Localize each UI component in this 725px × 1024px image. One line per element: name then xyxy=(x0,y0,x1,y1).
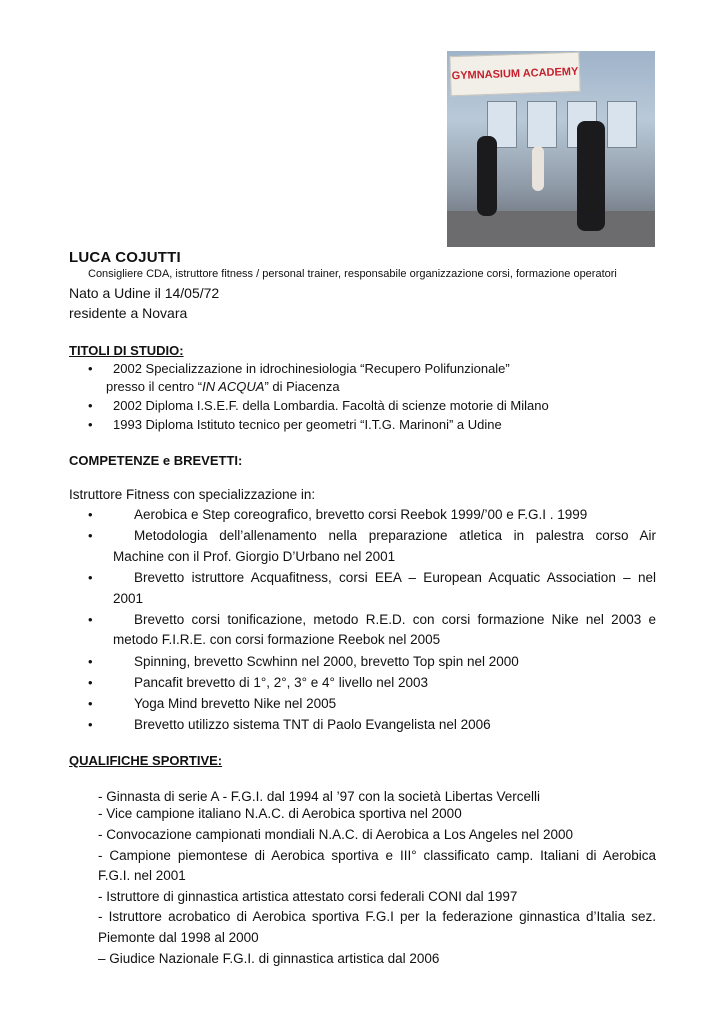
study-item-cont: presso il centro “IN ACQUA” di Piacenza xyxy=(106,379,340,394)
skill-item-cont: 2001 xyxy=(113,591,144,606)
skill-item: Spinning, brevetto Scwhinn nel 2000, brevetto Top spin nel 2000 xyxy=(134,654,519,669)
person-figure xyxy=(577,121,605,231)
skill-item: Metodologia dell’allenamento nella preparazione atletica in palestra corso Air xyxy=(134,528,656,543)
sport-item: - Istruttore di ginnastica artistica attestato corsi federali CONI dal 1997 xyxy=(98,889,518,904)
bullet: • xyxy=(88,361,93,376)
sport-item: - Ginnasta di serie A - F.G.I. dal 1994 al ’97 con la società Libertas Vercelli xyxy=(98,789,540,804)
skill-item: Aerobica e Step coreografico, brevetto corsi Reebok 1999/’00 e F.G.I . 1999 xyxy=(134,507,588,522)
floor xyxy=(447,211,655,247)
sport-item: - Istruttore acrobatico di Aerobica sportiva F.G.I per la federazione ginnastica d’Italia sez. xyxy=(98,909,656,924)
skill-item-cont: Machine con il Prof. Giorgio D’Urbano nel 2001 xyxy=(113,549,396,564)
window xyxy=(607,101,637,148)
sport-item-cont: Piemonte dal 1998 al 2000 xyxy=(98,930,259,945)
study-item: 2002 Diploma I.S.E.F. della Lombardia. Facoltà di scienze motorie di Milano xyxy=(113,398,549,413)
sport-item: – Giudice Nazionale F.G.I. di ginnastica artistica dal 2006 xyxy=(98,951,440,966)
skill-item: Yoga Mind brevetto Nike nel 2005 xyxy=(134,696,337,711)
studies-heading: TITOLI DI STUDIO: xyxy=(69,343,184,358)
bullet: • xyxy=(88,696,93,711)
skills-intro: Istruttore Fitness con specializzazione in: xyxy=(69,487,316,502)
bullet: • xyxy=(88,570,93,585)
skill-item: Brevetto corsi tonificazione, metodo R.E.D. con corsi formazione Nike nel 2003 e xyxy=(134,612,656,627)
person-name: LUCA COJUTTI xyxy=(69,249,181,266)
person-figure xyxy=(532,146,544,191)
sport-item-cont: F.G.I. nel 2001 xyxy=(98,868,186,883)
skills-heading: COMPETENZE e BREVETTI: xyxy=(69,453,243,468)
sport-item: - Convocazione campionati mondiali N.A.C. di Aerobica a Los Angeles nel 2000 xyxy=(98,827,574,842)
study-item: 2002 Specializzazione in idrochinesiologia “Recupero Polifunzionale” xyxy=(113,361,510,376)
bullet: • xyxy=(88,654,93,669)
person-figure xyxy=(477,136,497,216)
skill-item: Brevetto istruttore Acquafitness, corsi EEA – European Acquatic Association – nel xyxy=(134,570,656,585)
window xyxy=(527,101,557,148)
bullet: • xyxy=(88,417,93,432)
bullet: • xyxy=(88,398,93,413)
bullet: • xyxy=(88,612,93,627)
role-subtitle: Consigliere CDA, istruttore fitness / personal trainer, responsabile organizzazione corsi, formazione operatori xyxy=(88,268,617,280)
residence-info: residente a Novara xyxy=(69,305,188,321)
sport-item: - Vice campione italiano N.A.C. di Aerobica sportiva nel 2000 xyxy=(98,806,462,821)
profile-photo xyxy=(447,51,655,247)
sport-item: - Campione piemontese di Aerobica sportiva e III° classificato camp. Italiani di Aerobica xyxy=(98,848,656,863)
skill-item: Pancafit brevetto di 1°, 2°, 3° e 4° livello nel 2003 xyxy=(134,675,429,690)
gym-banner: GYMNASIUM ACADEMY xyxy=(449,52,580,97)
bullet: • xyxy=(88,717,93,732)
sports-heading: QUALIFICHE SPORTIVE: xyxy=(69,753,223,768)
skill-item-cont: metodo F.I.R.E. con corsi formazione Reebok nel 2005 xyxy=(113,632,441,647)
bullet: • xyxy=(88,528,93,543)
bullet: • xyxy=(88,675,93,690)
study-item: 1993 Diploma Istituto tecnico per geometri “I.T.G. Marinoni” a Udine xyxy=(113,417,502,432)
birth-info: Nato a Udine il 14/05/72 xyxy=(69,285,220,301)
skill-item: Brevetto utilizzo sistema TNT di Paolo Evangelista nel 2006 xyxy=(134,717,491,732)
bullet: • xyxy=(88,507,93,522)
